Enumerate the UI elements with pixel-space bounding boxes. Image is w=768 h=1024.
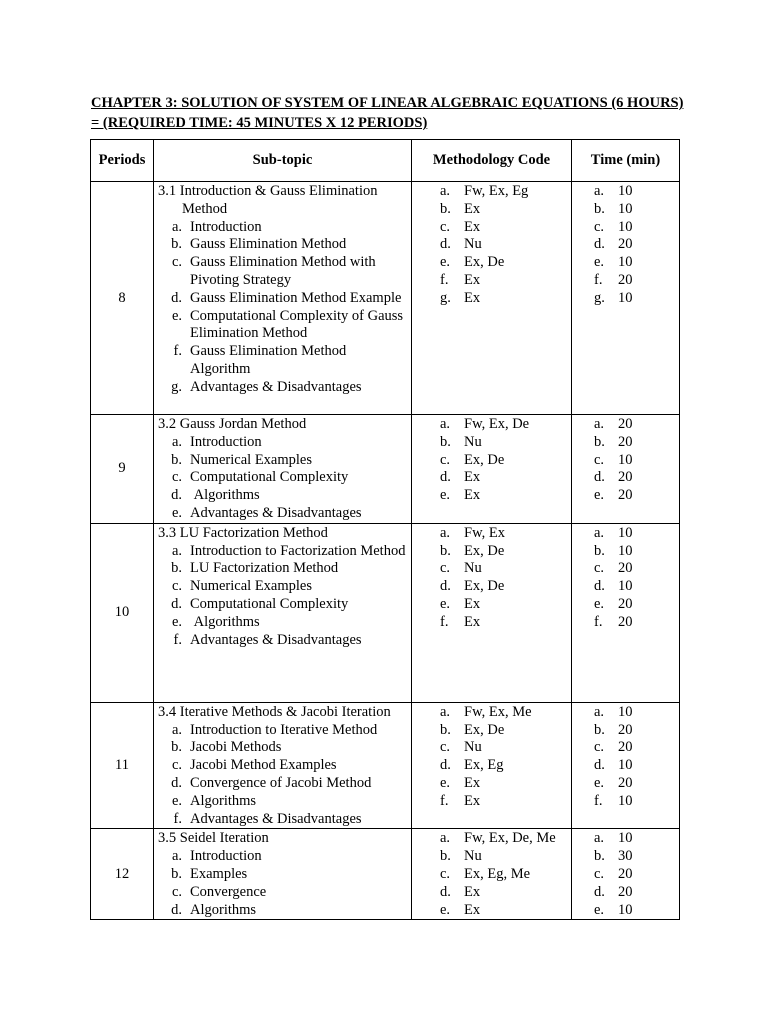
list-marker: d. (440, 883, 451, 900)
methodology-code-cell (412, 415, 572, 524)
list-marker: f. (594, 271, 603, 288)
methodology-code-value: Ex (464, 487, 481, 504)
time-item (594, 254, 679, 272)
subtopic-item (158, 596, 407, 614)
list-marker: c. (440, 739, 451, 756)
list-marker: f. (173, 631, 182, 648)
time-cell (572, 182, 680, 415)
time-value: 20 (618, 416, 633, 432)
time-value: 20 (618, 271, 633, 288)
list-marker: c. (594, 560, 605, 577)
list-marker: a. (594, 524, 605, 541)
time-value: 20 (618, 865, 633, 882)
subtopic-text: Examples (190, 865, 248, 882)
list-marker: a. (171, 848, 182, 865)
time-value: 20 (618, 613, 633, 630)
topic-heading: 3.2 Gauss Jordan Method (158, 416, 307, 432)
list-marker: b. (594, 721, 605, 738)
list-marker: c. (171, 883, 182, 900)
subtopic-text: Convergence of Jacobi Method (190, 774, 372, 791)
methodology-code-value: Ex, Eg, Me (464, 865, 531, 882)
time-cell (572, 415, 680, 524)
methodology-code-value: Ex, De (464, 721, 505, 738)
list-marker: d. (440, 578, 451, 595)
methodology-code-value: Ex (464, 469, 481, 486)
list-marker: c. (594, 739, 605, 756)
header-row (91, 140, 680, 182)
time-item (594, 902, 679, 920)
time-value: 10 (618, 289, 633, 306)
list-marker: b. (171, 865, 182, 882)
methodology-code-item (440, 722, 571, 740)
subtopic-cell (154, 829, 412, 920)
methodology-code-value: Nu (464, 848, 482, 865)
methodology-code-cell (412, 829, 572, 920)
methodology-code-item (440, 775, 571, 793)
time-item (594, 596, 679, 614)
list-marker: d. (171, 289, 182, 306)
subtopic-item (158, 614, 407, 632)
methodology-code-item (440, 560, 571, 578)
methodology-code-item (440, 739, 571, 757)
list-marker: c. (171, 469, 182, 486)
time-item (594, 884, 679, 902)
subtopic-text: LU Factorization Method (190, 560, 339, 577)
time-value: 10 (618, 200, 633, 217)
subtopic-text: Algorithms (190, 901, 257, 918)
subtopic-text: Jacobi Method Examples (190, 757, 337, 774)
period-cell: 10 (91, 523, 154, 702)
subtopic-item (158, 343, 407, 379)
list-marker: b. (171, 451, 182, 468)
list-marker: b. (594, 848, 605, 865)
subtopic-item (158, 452, 407, 470)
methodology-code-value: Ex (464, 271, 481, 288)
time-item (594, 416, 679, 434)
subtopic-item (158, 487, 407, 505)
list-marker: c. (440, 451, 451, 468)
time-value: 10 (618, 542, 633, 559)
subtopic-item (158, 434, 407, 452)
list-marker: f. (440, 792, 449, 809)
time-value: 20 (618, 560, 633, 577)
subtopic-text: Algorithms (190, 792, 257, 809)
time-item (594, 866, 679, 884)
list-marker: d. (594, 883, 605, 900)
list-marker: f. (440, 271, 449, 288)
subtopic-cell (154, 523, 412, 702)
list-marker: a. (171, 542, 182, 559)
subtopic-item (158, 848, 407, 866)
methodology-code-item (440, 757, 571, 775)
table-row (91, 829, 680, 920)
list-marker: e. (440, 901, 451, 918)
period-cell: 8 (91, 182, 154, 415)
methodology-code-item (440, 272, 571, 290)
time-value: 10 (618, 524, 633, 541)
methodology-code-value: Ex (464, 774, 481, 791)
header-time: Time (min) (572, 140, 680, 182)
list-marker: d. (594, 236, 605, 253)
methodology-code-item (440, 452, 571, 470)
subtopic-text: Gauss Elimination Method (190, 236, 347, 253)
methodology-code-item (440, 236, 571, 254)
list-marker: a. (440, 830, 451, 847)
subtopic-item (158, 884, 407, 902)
methodology-code-item (440, 848, 571, 866)
time-item (594, 830, 679, 848)
list-marker: f. (594, 792, 603, 809)
list-marker: a. (440, 703, 451, 720)
time-item (594, 757, 679, 775)
list-marker: b. (594, 433, 605, 450)
topic-heading: 3.5 Seidel Iteration (158, 830, 269, 847)
subtopic-text: Advantages & Disadvantages (190, 504, 362, 521)
list-marker: e. (440, 487, 451, 504)
list-marker: a. (171, 433, 182, 450)
subtopic-item (158, 379, 407, 397)
topic-heading: 3.3 LU Factorization Method (158, 524, 328, 541)
list-marker: a. (594, 830, 605, 847)
time-item (594, 452, 679, 470)
list-marker: e. (594, 774, 605, 791)
header-methodology-code: Methodology Code (412, 140, 572, 182)
methodology-code-value: Ex (464, 613, 481, 630)
time-item (594, 614, 679, 632)
list-marker: e. (594, 254, 605, 271)
subtopic-item (158, 739, 407, 757)
list-marker: a. (171, 721, 182, 738)
methodology-code-value: Ex, Eg (464, 757, 504, 774)
list-marker: b. (440, 848, 451, 865)
list-marker: b. (594, 542, 605, 559)
subtopic-text: Algorithms (190, 487, 260, 504)
list-marker: b. (440, 433, 451, 450)
list-marker: f. (173, 343, 182, 360)
subtopic-text: Computational Complexity (190, 469, 349, 486)
subtopic-item (158, 811, 407, 829)
methodology-code-item (440, 183, 571, 201)
time-value: 20 (618, 595, 633, 612)
list-marker: g. (171, 378, 182, 395)
subtopic-text: Introduction to Iterative Method (190, 721, 378, 738)
methodology-code-item (440, 469, 571, 487)
methodology-code-item (440, 866, 571, 884)
time-item (594, 469, 679, 487)
topic-heading: 3.1 Introduction & Gauss Elimination Method (158, 183, 378, 217)
list-marker: d. (171, 901, 182, 918)
methodology-code-item (440, 884, 571, 902)
list-marker: c. (171, 757, 182, 774)
subtopic-text: Convergence (190, 883, 267, 900)
time-item (594, 722, 679, 740)
time-item (594, 487, 679, 505)
methodology-code-item (440, 793, 571, 811)
methodology-code-value: Ex (464, 883, 481, 900)
subtopic-item (158, 290, 407, 308)
methodology-code-cell (412, 702, 572, 829)
methodology-code-item (440, 201, 571, 219)
subtopic-text: Advantages & Disadvantages (190, 378, 362, 395)
list-marker: c. (171, 254, 182, 271)
subtopic-item (158, 578, 407, 596)
methodology-code-item (440, 596, 571, 614)
period-cell: 9 (91, 415, 154, 524)
list-marker: a. (440, 183, 451, 199)
list-marker: e. (594, 595, 605, 612)
time-value: 10 (618, 578, 633, 595)
list-marker: f. (173, 810, 182, 827)
list-marker: e. (440, 774, 451, 791)
time-item (594, 739, 679, 757)
methodology-code-item (440, 434, 571, 452)
subtopic-item (158, 866, 407, 884)
time-value: 20 (618, 433, 633, 450)
subtopic-text: Gauss Elimination Method Algorithm (190, 343, 350, 377)
time-value: 10 (618, 757, 633, 774)
list-marker: c. (440, 218, 451, 235)
methodology-code-value: Fw, Ex, De (464, 416, 530, 432)
table-row (91, 182, 680, 415)
subtopic-item (158, 775, 407, 793)
list-marker: e. (171, 307, 182, 324)
time-value: 20 (618, 739, 633, 756)
methodology-code-value: Ex, De (464, 451, 505, 468)
schedule-table (90, 139, 680, 920)
subtopic-text: Introduction to Factorization Method (190, 542, 406, 559)
table-row (91, 702, 680, 829)
time-item (594, 236, 679, 254)
methodology-code-item (440, 290, 571, 308)
methodology-code-item (440, 487, 571, 505)
period-cell: 12 (91, 829, 154, 920)
methodology-code-item (440, 902, 571, 920)
time-value: 20 (618, 487, 633, 504)
methodology-code-value: Ex (464, 595, 481, 612)
list-marker: b. (594, 200, 605, 217)
time-item (594, 183, 679, 201)
methodology-code-item (440, 704, 571, 722)
subtopic-cell (154, 415, 412, 524)
time-value: 10 (618, 703, 633, 720)
subtopic-item (158, 793, 407, 811)
list-marker: d. (594, 578, 605, 595)
time-item (594, 775, 679, 793)
methodology-code-item (440, 543, 571, 561)
methodology-code-value: Ex, De (464, 542, 505, 559)
list-marker: b. (440, 200, 451, 217)
time-item (594, 201, 679, 219)
methodology-code-cell (412, 523, 572, 702)
list-marker: g. (594, 289, 605, 306)
list-marker: e. (440, 254, 451, 271)
header-periods: Periods (91, 140, 154, 182)
methodology-code-value: Fw, Ex, Me (464, 703, 532, 720)
methodology-code-value: Fw, Ex (464, 524, 505, 541)
time-item (594, 525, 679, 543)
methodology-code-value: Fw, Ex, Eg (464, 183, 529, 199)
list-marker: a. (594, 416, 605, 432)
time-value: 10 (618, 451, 633, 468)
methodology-code-value: Ex, De (464, 578, 505, 595)
list-marker: c. (594, 865, 605, 882)
list-marker: f. (594, 613, 603, 630)
subtopic-item (158, 254, 407, 290)
subtopic-text: Numerical Examples (190, 451, 312, 468)
subtopic-text: Introduction (190, 433, 262, 450)
time-value: 20 (618, 469, 633, 486)
methodology-code-value: Nu (464, 433, 482, 450)
time-value: 20 (618, 721, 633, 738)
time-value: 20 (618, 236, 633, 253)
methodology-code-item (440, 525, 571, 543)
chapter-title: CHAPTER 3: SOLUTION OF SYSTEM OF LINEAR ALGEBRAIC EQUATIONS (6 HOURS) = (REQUIRED TIME: 45 MINUTES X 12 PERIODS) (91, 95, 684, 131)
list-marker: d. (440, 236, 451, 253)
list-marker: b. (440, 721, 451, 738)
time-cell (572, 702, 680, 829)
list-marker: e. (171, 792, 182, 809)
methodology-code-item (440, 578, 571, 596)
subtopic-item (158, 308, 407, 344)
subtopic-item (158, 560, 407, 578)
subtopic-item (158, 543, 407, 561)
list-marker: c. (594, 218, 605, 235)
list-marker: b. (171, 236, 182, 253)
list-marker: e. (440, 595, 451, 612)
methodology-code-value: Ex (464, 289, 481, 306)
list-marker: e. (594, 487, 605, 504)
methodology-code-item (440, 614, 571, 632)
list-marker: d. (594, 469, 605, 486)
list-marker: a. (171, 218, 182, 235)
subtopic-item (158, 632, 407, 650)
table-row (91, 523, 680, 702)
list-marker: c. (171, 578, 182, 595)
list-marker: b. (171, 739, 182, 756)
list-marker: g. (440, 289, 451, 306)
subtopic-cell (154, 182, 412, 415)
table-row (91, 415, 680, 524)
subtopic-text: Jacobi Methods (190, 739, 282, 756)
time-item (594, 290, 679, 308)
list-marker: c. (594, 451, 605, 468)
time-item (594, 543, 679, 561)
list-marker: d. (440, 757, 451, 774)
time-value: 10 (618, 830, 633, 847)
list-marker: a. (440, 524, 451, 541)
list-marker: d. (440, 469, 451, 486)
methodology-code-value: Ex (464, 200, 481, 217)
time-item (594, 704, 679, 722)
methodology-code-value: Nu (464, 560, 482, 577)
subtopic-text: Introduction (190, 848, 262, 865)
time-item (594, 272, 679, 290)
methodology-code-value: Nu (464, 739, 482, 756)
time-cell (572, 523, 680, 702)
time-item (594, 578, 679, 596)
methodology-code-item (440, 219, 571, 237)
subtopic-item (158, 236, 407, 254)
topic-heading: 3.4 Iterative Methods & Jacobi Iteration (158, 703, 391, 720)
methodology-code-value: Ex, De (464, 254, 505, 271)
list-marker: e. (171, 613, 182, 630)
time-value: 20 (618, 774, 633, 791)
list-marker: b. (440, 542, 451, 559)
subtopic-text: Computational Complexity of Gauss Elimination Method (190, 307, 407, 342)
time-value: 10 (618, 183, 633, 199)
subtopic-item (158, 219, 407, 237)
time-item (594, 219, 679, 237)
time-item (594, 560, 679, 578)
subtopic-text: Introduction (190, 218, 262, 235)
methodology-code-item (440, 416, 571, 434)
time-value: 30 (618, 848, 633, 865)
list-marker: c. (440, 865, 451, 882)
list-marker: d. (171, 774, 182, 791)
time-value: 20 (618, 883, 633, 900)
list-marker: a. (594, 703, 605, 720)
subtopic-text: Advantages & Disadvantages (190, 810, 362, 827)
methodology-code-cell (412, 182, 572, 415)
time-item (594, 793, 679, 811)
list-marker: a. (440, 416, 451, 432)
subtopic-text: Gauss Elimination Method with Pivoting Strategy (190, 254, 380, 288)
subtopic-item (158, 469, 407, 487)
methodology-code-item (440, 254, 571, 272)
subtopic-text: Gauss Elimination Method Example (190, 289, 402, 306)
methodology-code-value: Ex (464, 218, 481, 235)
time-value: 10 (618, 254, 633, 271)
header-subtopic: Sub-topic (154, 140, 412, 182)
list-marker: b. (171, 560, 182, 577)
time-item (594, 434, 679, 452)
list-marker: d. (594, 757, 605, 774)
list-marker: d. (171, 487, 182, 504)
list-marker: e. (594, 901, 605, 918)
methodology-code-value: Ex (464, 792, 481, 809)
subtopic-text: Numerical Examples (190, 578, 312, 595)
time-cell (572, 829, 680, 920)
methodology-code-value: Nu (464, 236, 482, 253)
subtopic-item (158, 757, 407, 775)
list-marker: d. (171, 595, 182, 612)
list-marker: f. (440, 613, 449, 630)
subtopic-text: Computational Complexity (190, 595, 349, 612)
subtopic-text: Algorithms (190, 613, 260, 630)
methodology-code-value: Fw, Ex, De, Me (464, 830, 556, 847)
subtopic-item (158, 902, 407, 920)
methodology-code-value: Ex (464, 901, 481, 918)
time-value: 10 (618, 218, 633, 235)
subtopic-text: Advantages & Disadvantages (190, 631, 362, 648)
time-value: 10 (618, 901, 633, 918)
time-value: 10 (618, 792, 633, 809)
methodology-code-item (440, 830, 571, 848)
subtopic-item (158, 505, 407, 523)
subtopic-item (158, 722, 407, 740)
period-cell: 11 (91, 702, 154, 829)
subtopic-cell (154, 702, 412, 829)
list-marker: c. (440, 560, 451, 577)
list-marker: e. (171, 504, 182, 521)
list-marker: a. (594, 183, 605, 199)
time-item (594, 848, 679, 866)
